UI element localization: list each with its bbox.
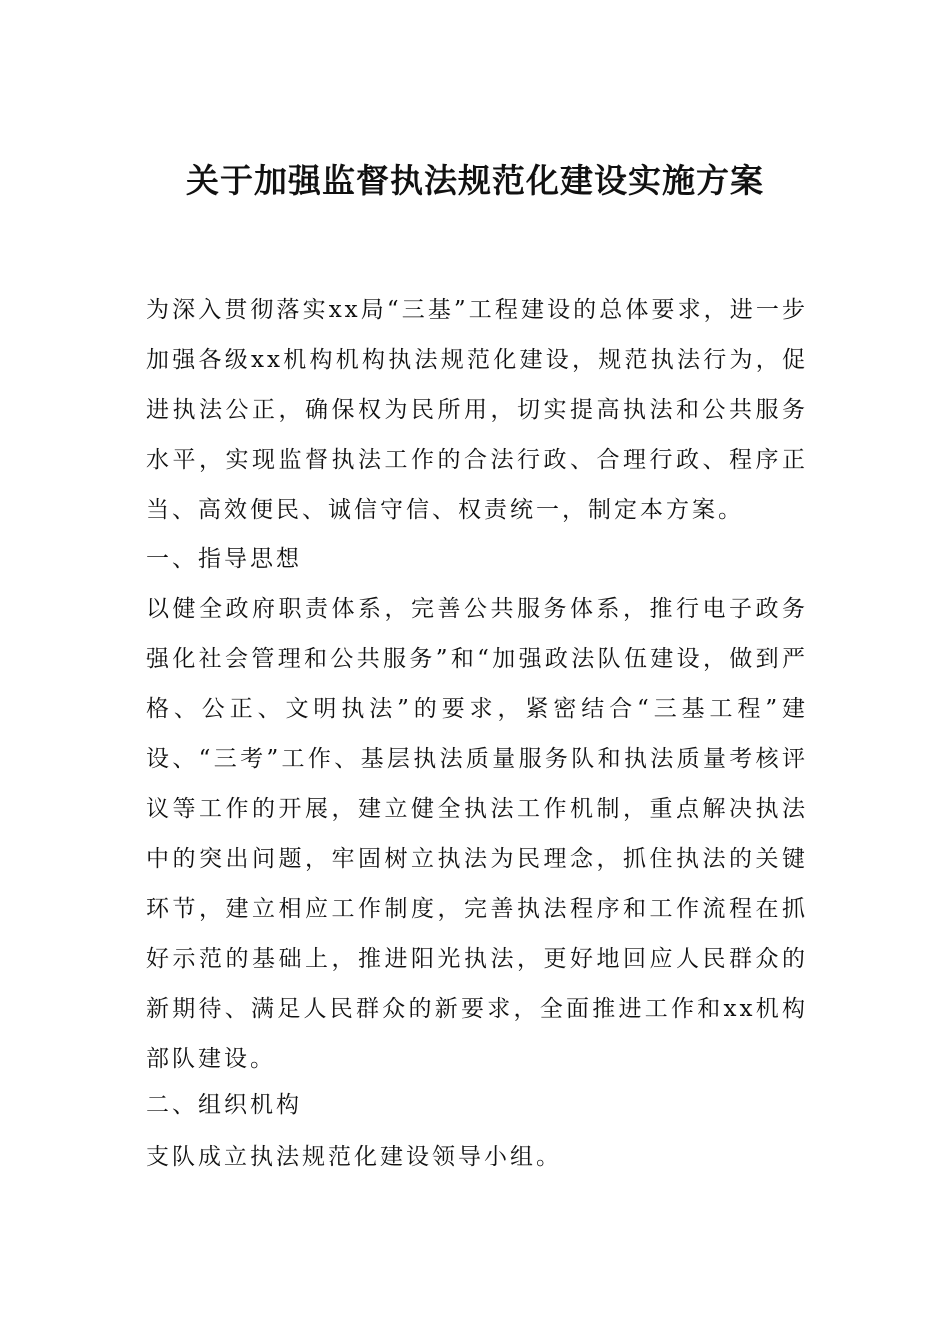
section-heading-guiding-ideology: 一、指导思想 (146, 546, 302, 572)
document-title: 关于加强监督执法规范化建设实施方案 (186, 161, 764, 200)
section-heading-organization: 二、组织机构 (146, 1092, 302, 1118)
intro-paragraph: 为深入贯彻落实xx局“三基”工程建设的总体要求，进一步加强各级xx机构机构执法规范化建设，规范执法行为，促进执法公正，确保权为民所用，切实提高执法和公共服务水平，实现监督执法工作的合法行政、合理行政、程序正当、高效便民、诚信守信、权责统一，制定本方案。 (146, 297, 808, 523)
section-body-guiding-ideology: 以健全政府职责体系，完善公共服务体系，推行电子政务强化社会管理和公共服务”和“加强政法队伍建设，做到严格、公正、文明执法”的要求，紧密结合“三基工程”建设、“三考”工作、基层执法质量服务队和执法质量考核评议等工作的开展，建立健全执法工作机制，重点解决执法中的突出问题，牢固树立执法为民理念，抓住执法的关键环节，建立相应工作制度，完善执法程序和工作流程在抓好示范的基础上，推进阳光执法，更好地回应人民群众的新期待、满足人民群众的新要求，全面推进工作和xx机构部队建设。 (146, 596, 808, 1072)
section-body-organization: 支队成立执法规范化建设领导小组。 (146, 1144, 562, 1170)
